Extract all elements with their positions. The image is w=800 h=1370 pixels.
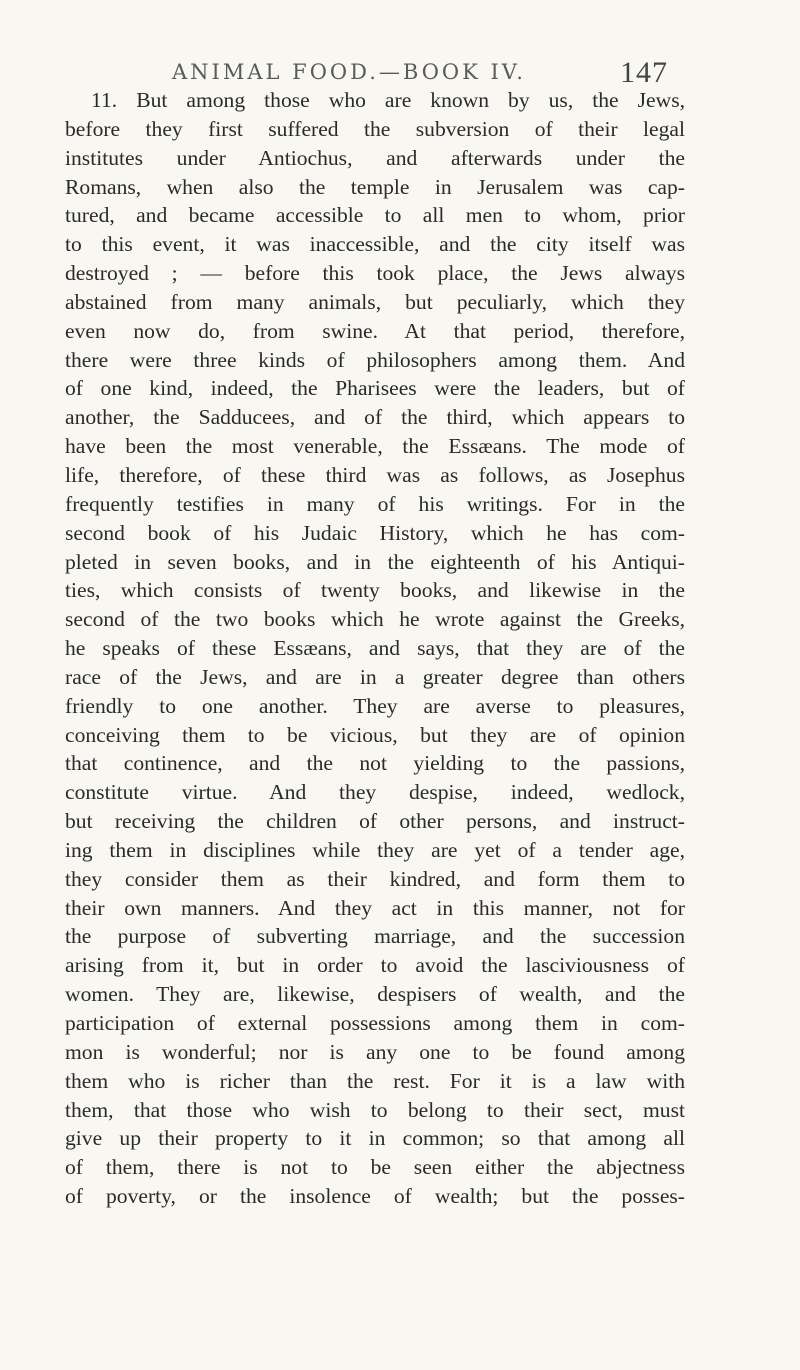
text-line: them, that those who wish to belong to their sect, must	[65, 1097, 685, 1122]
text-line: ties, which consists of twenty books, and likewise in the	[65, 578, 685, 603]
text-line: he speaks of these Essæans, and says, that they are of the	[65, 636, 685, 661]
text-line: institutes under Antiochus, and afterwards under the	[65, 145, 685, 170]
text-line: of one kind, indeed, the Pharisees were the leaders, but of	[65, 376, 685, 401]
text-line: ing them in disciplines while they are yet of a tender age,	[65, 837, 685, 862]
text-line: of them, there is not to be seen either the abjectness	[65, 1155, 685, 1180]
text-line: that continence, and the not yielding to the passions,	[65, 751, 685, 776]
text-line: before they first suffered the subversion of their legal	[65, 116, 685, 141]
text-line: them who is richer than the rest. For it is a law with	[65, 1068, 685, 1093]
text-line: of poverty, or the insolence of wealth; but the posses-	[65, 1184, 685, 1209]
text-line: their own manners. And they act in this manner, not for	[65, 895, 685, 920]
text-line: arising from it, but in order to avoid the lasciviousness of	[65, 953, 685, 978]
text-line: life, therefore, of these third was as follows, as Josephus	[65, 462, 685, 487]
text-line: women. They are, likewise, despisers of wealth, and the	[65, 982, 685, 1007]
text-line: tured, and became accessible to all men to whom, prior	[65, 203, 685, 228]
text-line: frequently testifies in many of his writings. For in the	[65, 491, 685, 516]
text-line: there were three kinds of philosophers among them. And	[65, 347, 685, 372]
text-line: mon is wonderful; nor is any one to be found among	[65, 1039, 685, 1064]
text-line: conceiving them to be vicious, but they are of opinion	[65, 722, 685, 747]
text-line: to this event, it was inaccessible, and the city itself was	[65, 232, 685, 257]
page-number: 147	[620, 56, 668, 89]
running-head: ANIMAL FOOD.—BOOK IV.	[172, 60, 526, 84]
text-line: participation of external possessions among them in com-	[65, 1011, 685, 1035]
text-line: have been the most venerable, the Essæans. The mode of	[65, 434, 685, 459]
text-line: pleted in seven books, and in the eighteenth of his Antiqui-	[65, 549, 685, 574]
text-line: second book of his Judaic History, which he has com-	[65, 520, 685, 545]
text-line: second of the two books which he wrote against the Greeks,	[65, 607, 685, 632]
text-line: the purpose of subverting marriage, and the succession	[65, 924, 685, 949]
body-paragraph	[65, 86, 685, 1211]
text-line: 11. But among those who are known by us, the Jews,	[91, 88, 685, 112]
text-line: destroyed ; — before this took place, the Jews always	[65, 261, 685, 286]
text-line: friendly to one another. They are averse to pleasures,	[65, 693, 685, 718]
text-line: another, the Sadducees, and of the third, which appears to	[65, 405, 685, 430]
text-line: give up their property to it in common; so that among all	[65, 1126, 685, 1151]
text-line: they consider them as their kindred, and form them to	[65, 866, 685, 891]
text-line: constitute virtue. And they despise, indeed, wedlock,	[65, 780, 685, 805]
text-line: race of the Jews, and are in a greater degree than others	[65, 664, 685, 689]
text-line: even now do, from swine. At that period, therefore,	[65, 318, 685, 343]
text-line: Romans, when also the temple in Jerusalem was cap-	[65, 174, 685, 199]
text-line: but receiving the children of other persons, and instruct-	[65, 809, 685, 834]
text-line: abstained from many animals, but peculiarly, which they	[65, 289, 685, 314]
